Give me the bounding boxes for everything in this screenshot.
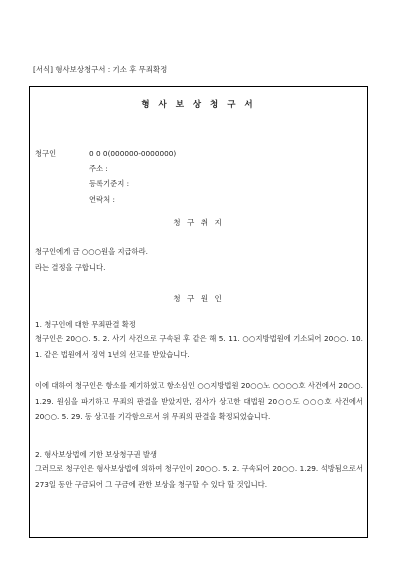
- purpose-heading: 청 구 취 지: [173, 218, 224, 227]
- reasons-heading: 청 구 원 인: [173, 294, 224, 303]
- section-1-paragraph-2: 이에 대하여 청구인은 항소를 제기하였고 항소심인 ○○지방법원 20○○노 ○○○○호 사건에서 20○○. 1.29. 원심을 파기하고 무죄의 판결을 받았지만, 검사가 상고한 대법원 20○○도 ○○○호 사건에서 20○○. 5. 29. 동 상고를 기각함으로서 위 무죄의 판결을 확정되었습니다.: [35, 381, 363, 422]
- claimant-name: 0 0 0(000000-0000000): [89, 149, 177, 158]
- section-2-title: 2. 형사보상법에 기한 보상청구권 발생: [35, 450, 157, 459]
- section-1-title: 1. 청구인에 대한 무죄판결 확정: [35, 320, 136, 329]
- document-caption: [서식] 형사보상청구서 : 기소 후 무죄확정: [33, 65, 168, 74]
- section-1-paragraph-1: 청구인은 20○○. 5. 2. 사기 사건으로 구속된 후 같은 해 5. 11. ○○지방법원에 기소되어 20○○. 10. 1. 같은 법원에서 징역 1년의 선고를 받았습니다.: [35, 334, 363, 359]
- address-label: 주소 :: [89, 164, 108, 173]
- purpose-line-1: 청구인에게 금 ○○○원을 지급하라.: [35, 247, 148, 256]
- form-title: 형 사 보 상 청 구 서: [141, 100, 256, 110]
- section-2-paragraph: 그러므로 청구인은 형사보상법에 의하여 청구인이 20○○. 5. 2. 구속되어 20○○. 1.29. 석방됨으로서 273일 동안 구금되어 그 구금에 관한 보상을 청구할 수 있다 할 것입니다.: [35, 464, 363, 489]
- claim-form: [29, 86, 368, 538]
- purpose-line-2: 라는 결정을 구합니다.: [35, 263, 106, 272]
- claimant-label: 청구인: [35, 149, 57, 158]
- contact-label: 연락처 :: [89, 195, 115, 204]
- registered-base-label: 등록기준지 :: [89, 179, 130, 188]
